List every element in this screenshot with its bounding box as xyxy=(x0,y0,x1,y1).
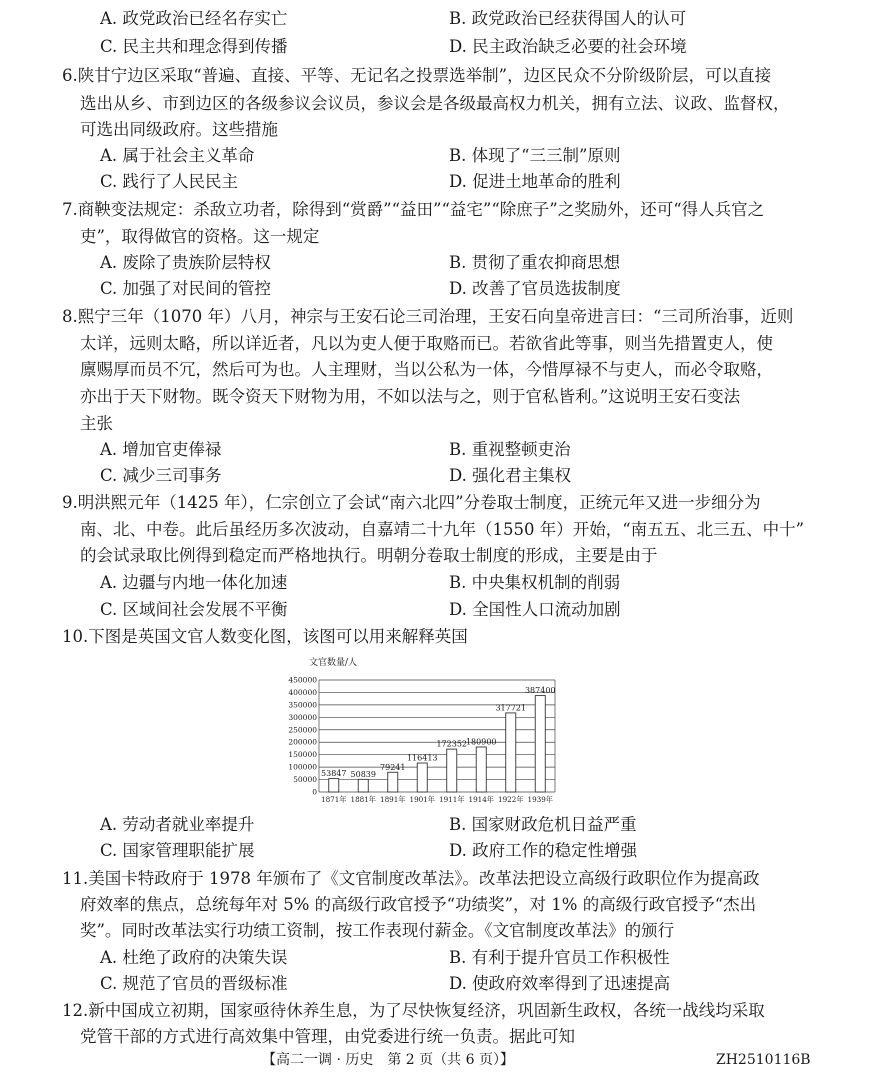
chart-data-label: 172352 xyxy=(436,739,468,749)
q10-option-c: C. 国家管理职能扩展 xyxy=(100,841,255,860)
q5-option-d: D. 民主政治缺乏必要的社会环境 xyxy=(449,37,687,56)
chart-ytick-label: 350000 xyxy=(288,700,317,710)
chart-bar xyxy=(417,763,427,792)
q7-option-c: C. 加强了对民间的管控 xyxy=(100,279,272,298)
q11-option-d: D. 使政府效率得到了迅速提高 xyxy=(449,974,671,993)
q6-option-d: D. 促进土地革命的胜利 xyxy=(449,172,621,191)
chart-xtick-label: 1911年 xyxy=(439,795,465,804)
q10-option-a: A. 劳动者就业率提升 xyxy=(100,815,255,834)
q7-option-d: D. 改善了官员选拔制度 xyxy=(449,279,621,298)
q9-stem-line-3: 的会试录取比例得到稳定而严格地执行。明朝分卷取士制度的形成，主要是由于 xyxy=(80,546,658,565)
q5-option-c: C. 民主共和理念得到传播 xyxy=(100,37,288,56)
chart-data-label: 387400 xyxy=(524,686,556,696)
chart-ytick-label: 200000 xyxy=(288,737,317,747)
q9-option-d: D. 全国性人口流动加剧 xyxy=(449,600,621,619)
chart-bar xyxy=(388,772,398,792)
q8-option-d: D. 强化君主集权 xyxy=(449,466,572,485)
chart-xtick-label: 1914年 xyxy=(468,795,494,804)
q6-option-a: A. 属于社会主义革命 xyxy=(100,146,255,165)
q8-stem-line-3: 廪赐厚而员不冗，然后可为也。人主理财，当以公私为一体，今惜厚禄不与吏人，而必令取赂， xyxy=(80,360,773,379)
chart-ytick-label: 300000 xyxy=(288,712,317,722)
civil-servants-bar-chart xyxy=(285,648,585,808)
q11-stem-line-2: 府效率的焦点，总统每年对 5% 的高级行政官授予“功绩奖”，对 1% 的高级行政官授予“杰出 xyxy=(80,895,757,914)
q11-option-b: B. 有利于提升官员工作积极性 xyxy=(449,948,670,967)
q9-option-c: C. 区域间社会发展不平衡 xyxy=(100,600,288,619)
q10-option-d: D. 政府工作的稳定性增强 xyxy=(449,841,638,860)
chart-xtick-label: 1871年 xyxy=(321,795,347,804)
chart-data-label: 317721 xyxy=(495,703,527,713)
q7-stem-line-1: 7.商鞅变法规定：杀敌立功者，除得到“赏爵”“益田”“益宅”“除庶子”之奖励外，还可“得人兵官之 xyxy=(62,200,765,219)
q7-option-a: A. 废除了贵族阶层特权 xyxy=(100,253,271,272)
q6-stem-line-2: 选出从乡、市到边区的各级参议会议员，参议会是各级最高权力机关，拥有立法、议政、监督权， xyxy=(80,94,790,113)
chart-xtick-label: 1881年 xyxy=(350,795,376,804)
q8-option-c: C. 减少三司事务 xyxy=(100,466,222,485)
q5-option-b: B. 政党政治已经获得国人的认可 xyxy=(449,9,687,28)
q11-stem-line-3: 奖”。同时改革法实行功绩工资制，按工作表现付薪金。《文官制度改革法》的颁行 xyxy=(80,921,675,940)
q12-stem-line-1: 12.新中国成立初期，国家亟待休养生息，为了尽快恢复经济，巩固新生政权，各统一战线均采取 xyxy=(62,1001,765,1020)
chart-xtick-label: 1901年 xyxy=(409,795,435,804)
q11-option-a: A. 杜绝了政府的决策失误 xyxy=(100,948,288,967)
chart-bar xyxy=(506,713,516,792)
chart-bar xyxy=(447,749,457,792)
chart-data-label: 79241 xyxy=(380,762,406,772)
chart-ytick-label: 0 xyxy=(312,787,317,797)
q8-stem-line-1: 8.熙宁三年（1070 年）八月，神宗与王安石论三司治理，王安石向皇帝进言曰：“三司所治事，近则 xyxy=(62,307,794,326)
q8-stem-line-4: 亦出于天下财物。既令资天下财物为用，不如以法与之，则于官私皆利。”这说明王安石变法 xyxy=(80,387,741,406)
chart-ytick-label: 150000 xyxy=(288,750,317,760)
chart-bar xyxy=(476,747,486,792)
chart-ytick-label: 450000 xyxy=(288,675,317,685)
chart-data-label: 53847 xyxy=(321,769,347,779)
chart-ytick-label: 400000 xyxy=(288,687,317,697)
q9-option-b: B. 中央集权机制的削弱 xyxy=(449,573,621,592)
q6-option-b: B. 体现了“三三制”原则 xyxy=(449,146,621,165)
chart-ylabel: 文官数量/人 xyxy=(309,658,358,668)
q7-stem-line-2: 吏”，取得做官的资格。这一规定 xyxy=(80,227,320,246)
q6-stem-line-1: 6.陕甘宁边区采取“普遍、直接、平等、无记名之投票选举制”，边区民众不分阶级阶层，可以直接 xyxy=(62,66,772,85)
q9-option-a: A. 边疆与内地一体化加速 xyxy=(100,573,288,592)
page-footer: 【高二一调 · 历史 第 2 页（共 6 页）】 xyxy=(262,1052,514,1068)
q8-option-a: A. 增加官吏俸禄 xyxy=(100,440,222,459)
q7-option-b: B. 贯彻了重农抑商思想 xyxy=(449,253,621,272)
q6-option-c: C. 践行了人民民主 xyxy=(100,172,239,191)
q8-option-b: B. 重视整顿吏治 xyxy=(449,440,571,459)
chart-bar xyxy=(358,779,368,792)
q8-stem-line-5: 主张 xyxy=(80,414,113,433)
q6-stem-line-3: 可选出同级政府。这些措施 xyxy=(80,120,278,139)
chart-data-label: 116413 xyxy=(406,753,438,763)
q8-stem-line-2: 太详，远则太略，所以详近者，凡以为吏人便于取赂而已。若欲省此等事，则当先措置吏人，使 xyxy=(80,334,773,353)
chart-xtick-label: 1891年 xyxy=(380,795,406,804)
chart-xtick-label: 1922年 xyxy=(498,795,524,804)
q11-stem-line-1: 11.美国卡特政府于 1978 年颁布了《文官制度改革法》。改革法把设立高级行政职位作为提高政 xyxy=(62,869,760,888)
chart-ytick-label: 100000 xyxy=(288,762,317,772)
chart-xtick-label: 1939年 xyxy=(527,795,553,804)
chart-ytick-label: 250000 xyxy=(288,725,317,735)
q9-stem-line-2: 南、北、中卷。此后虽经历多次波动，自嘉靖二十九年（1550 年）开始，“南五五、北三五、中十” xyxy=(80,520,805,539)
q12-stem-line-2: 党管干部的方式进行高效集中管理，由党委进行统一负责。据此可知 xyxy=(80,1027,575,1046)
q9-stem-line-1: 9.明洪熙元年（1425 年），仁宗创立了会试“南六北四”分卷取士制度，正统元年又进一步细分为 xyxy=(62,493,761,512)
q5-option-a: A. 政党政治已经名存实亡 xyxy=(100,9,288,28)
chart-data-label: 180900 xyxy=(465,737,497,747)
q10-option-b: B. 国家财政危机日益严重 xyxy=(449,815,637,834)
exam-code: ZH2510116B xyxy=(716,1052,811,1068)
q10-stem-line-1: 10.下图是英国文官人数变化图，该图可以用来解释英国 xyxy=(62,627,468,646)
chart-data-label: 50839 xyxy=(350,769,376,779)
chart-bar xyxy=(329,779,339,792)
chart-ytick-label: 50000 xyxy=(293,775,317,785)
chart-bar xyxy=(535,696,545,792)
q11-option-c: C. 规范了官员的晋级标准 xyxy=(100,974,288,993)
